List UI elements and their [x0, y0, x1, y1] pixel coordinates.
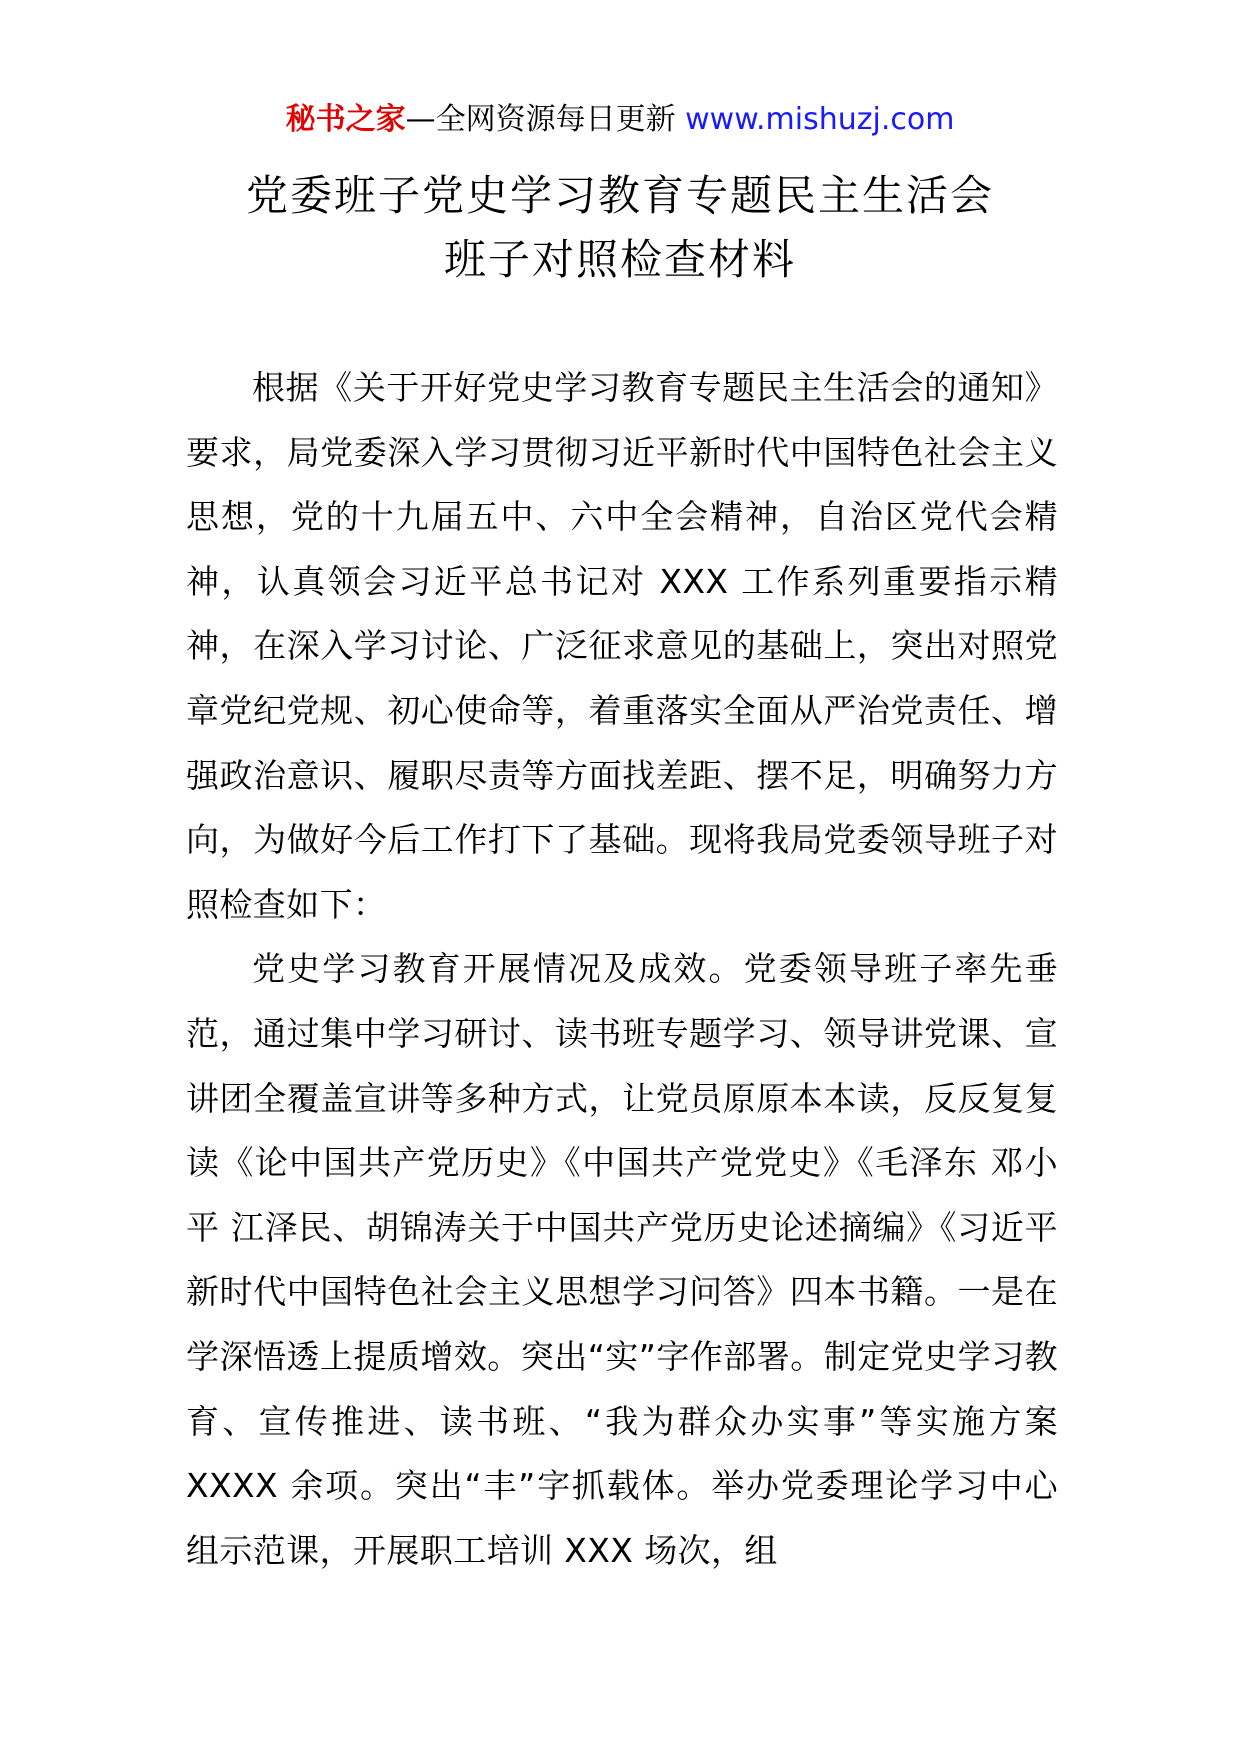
document-title: [0, 164, 1240, 292]
paragraph-progress: 党史学习教育开展情况及成效。党委领导班子率先垂范，通过集中学习研讨、读书班专题学习、领导讲党课、宣讲团全覆盖宣讲等多种方式，让党员原原本本读，反反复复读《论中国共产党历史》《中国共产党党史》《毛泽东 邓小平 江泽民、胡锦涛关于中国共产党历史论述摘编》《习近平新时代中国特色社会主义思想学习问答》四本书籍。一是在学深悟透上提质增效。突出“实”字作部署。制定党史学习教育、宣传推进、读书班、“我为群众办实事”等实施方案 XXXX 余项。突出“丰”字抓载体。举办党委理论学习中心组示范课，开展职工培训 XXX 场次，组: [186, 949, 1058, 1570]
paragraph-intro: 根据《关于开好党史学习教育专题民主生活会的通知》要求，局党委深入学习贯彻习近平新时代中国特色社会主义思想，党的十九届五中、六中全会精神，自治区党代会精神，认真领会习近平总书记对 XXX 工作系列重要指示精神，在深入学习讨论、广泛征求意见的基础上，突出对照党章党纪党规、初心使命等，着重落实全面从严治党责任、增强政治意识、履职尽责等方面找差距、摆不足，明确努力方向，为做好今后工作打下了基础。现将我局党委领导班子对照检查如下：: [186, 368, 1058, 924]
site-brand: 秘书之家: [285, 102, 406, 137]
title-line-2: 班子对照检查材料: [443, 235, 796, 284]
document-body: [186, 356, 1058, 1583]
site-tagline: —全网资源每日更新: [405, 102, 686, 137]
site-header: [0, 100, 1240, 140]
title-line-1: 党委班子党史学习教育专题民主生活会: [245, 171, 994, 220]
site-url-link[interactable]: www.mishuzj.com: [685, 102, 955, 137]
